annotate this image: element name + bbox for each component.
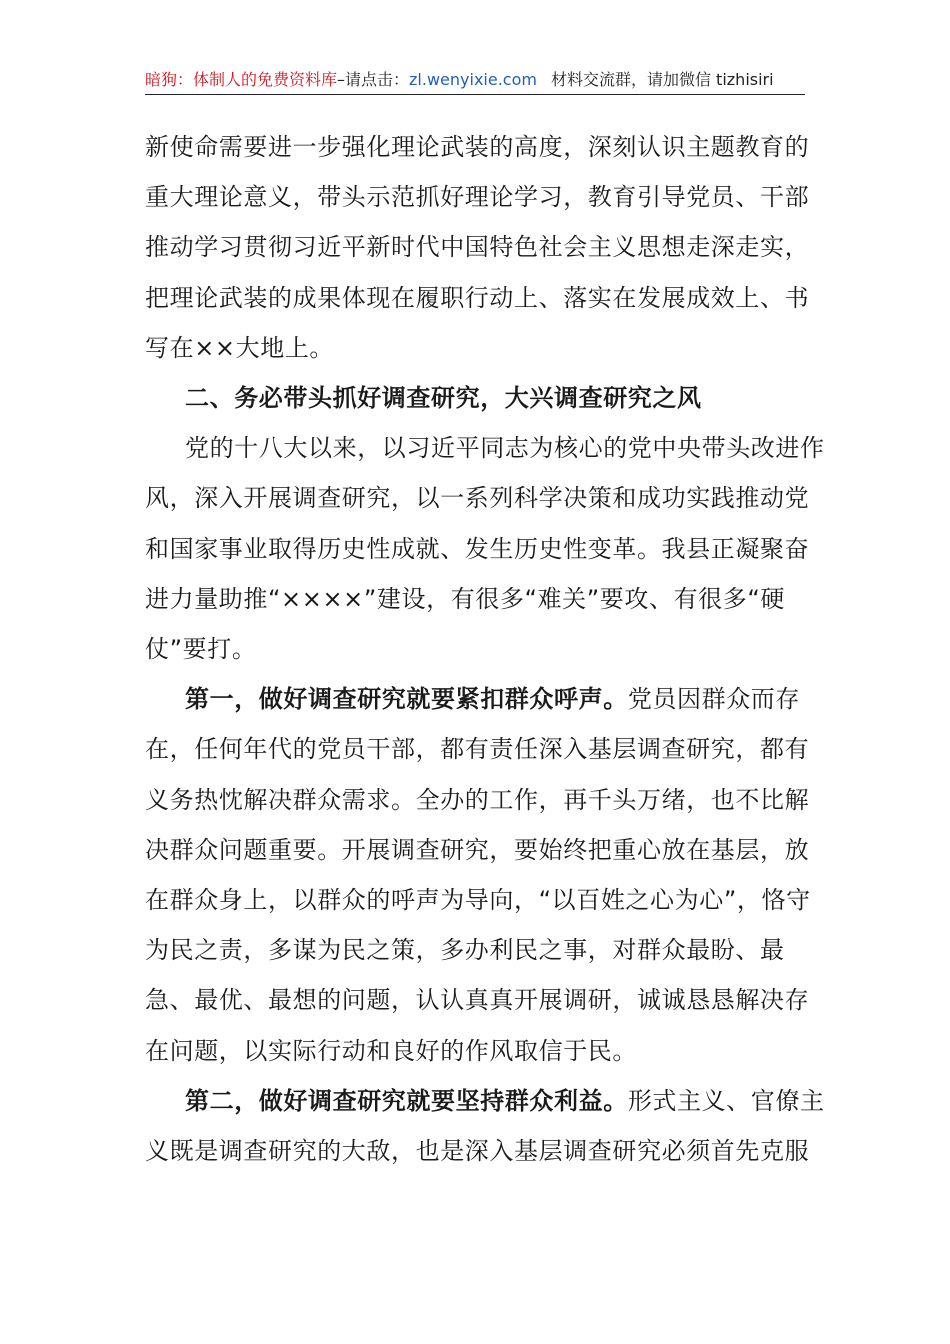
- paragraph-intro: 党的十八大以来，以习近平同志为核心的党中央带头改进作风，深入开展调查研究，以一系列科学决策和成功实践推动党和国家事业取得历史性成就、发生历史性变革。我县正凝聚奋进力量助推“××××”建设，有很多“难关”要攻、有很多“硬仗”要打。: [145, 434, 825, 664]
- page-header: [145, 66, 805, 95]
- header-link[interactable]: zl.wenyixie.com: [409, 70, 537, 89]
- paragraph-continued: 新使命需要进一步强化理论武装的高度，深刻认识主题教育的重大理论意义，带头示范抓好理论学习，教育引导党员、干部推动学习贯彻习近平新时代中国特色社会主义思想走深走实，把理论武装的成果体现在履职行动上、落实在发展成效上、书写在××大地上。: [145, 133, 810, 362]
- second-point-text: 形式主义、官僚主义既是调查研究的大敌，也是深入基层调查研究必须首先克服: [145, 1086, 825, 1166]
- header-separator: –请点击：: [337, 70, 410, 89]
- first-point-text: 党员因群众而存在，任何年代的党员干部，都有责任深入基层调查研究，都有义务热忱解决群众需求。全办的工作，再千头万绪，也不比解决群众问题重要。开展调查研究，要始终把重心放在基层，放在群众身上，以群众的呼声为导向，“以百姓之心为心”，恪守为民之责，多谋为民之策，多办利民之事，对群众最盼、最急、最优、最想的问题，认认真真开展调研，诚诚恳恳解决存在问题，以实际行动和良好的作风取信于民。: [145, 685, 811, 1065]
- paragraph-first-point: [145, 674, 825, 1076]
- header-brand: 暗狗：体制人的免费资料库: [145, 70, 338, 89]
- header-contact: 材料交流群，请加微信 tizhisiri: [550, 70, 774, 89]
- first-point-lead: 第一，做好调查研究就要紧扣群众呼声。: [185, 685, 628, 714]
- section-heading: 二、务必带头抓好调查研究，大兴调查研究之风: [185, 384, 702, 413]
- paragraph-second-point: [145, 1076, 825, 1176]
- document-body: [145, 122, 825, 1176]
- second-point-lead: 第二，做好调查研究就要坚持群众利益。: [185, 1086, 628, 1115]
